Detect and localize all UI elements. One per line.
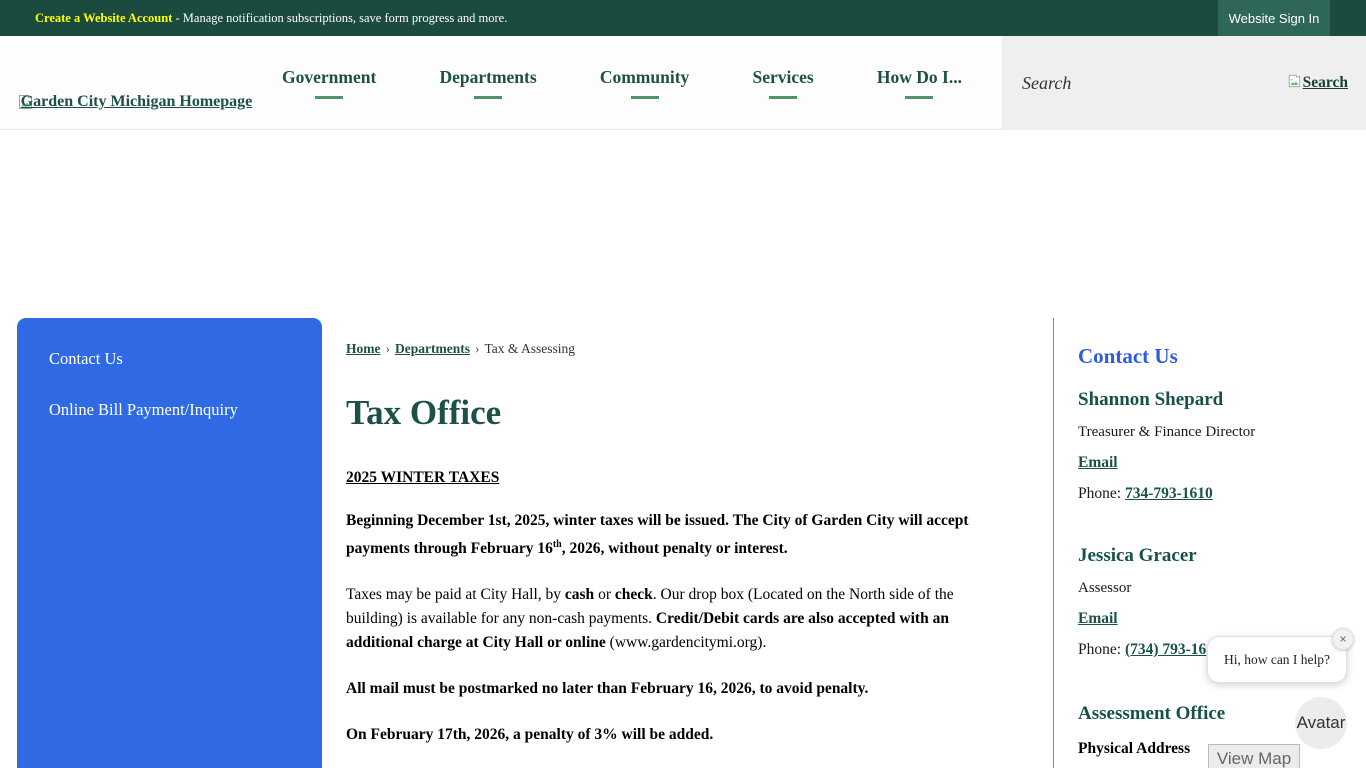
physical-address-label: Physical Address <box>1078 740 1191 757</box>
contact-name: Jessica Gracer <box>1078 545 1197 566</box>
email-link[interactable]: Email <box>1078 610 1118 627</box>
breadcrumb-current: Tax & Assessing <box>484 341 576 356</box>
nav-label: How Do I... <box>876 67 962 87</box>
phone-label: Phone: <box>1078 641 1125 658</box>
nav-underline <box>315 96 343 99</box>
breadcrumb-separator: › <box>474 341 480 356</box>
contact-panel-heading: Contact Us <box>1078 344 1178 368</box>
paragraph: Taxes may be paid at City Hall, by cash or check. Our drop box (Located on the North side of the building) is available for any non-cash payments. Credit/Debit cards are also accepted with an additional charge at City Hall or online (www.gardencitymi.org). <box>346 586 954 652</box>
breadcrumb <box>346 341 1002 357</box>
paragraph: All mail must be postmarked no later than February 16, 2026, to avoid penalty. <box>346 680 869 698</box>
sidebar-item-contact-us[interactable]: Contact Us <box>49 349 123 368</box>
site-logo-home-link[interactable]: Garden City Michigan Homepage <box>20 93 253 110</box>
nav-underline <box>905 96 933 99</box>
topbar-tagline: - Manage notification subscriptions, save form progress and more. <box>172 10 508 25</box>
breadcrumb-separator: › <box>385 341 390 356</box>
nav-item-community[interactable] <box>600 67 689 99</box>
section-heading: 2025 WINTER TAXES <box>346 469 500 486</box>
assessment-office-heading: Assessment Office <box>1078 703 1226 724</box>
paragraph: On February 17th, 2026, a penalty of 3% will be added. <box>346 726 714 744</box>
nav-item-how-do-i[interactable] <box>877 67 962 99</box>
contact-phone <box>1078 485 1353 503</box>
search-button-label: Search <box>1302 74 1348 91</box>
site-header <box>0 36 1366 130</box>
chat-avatar[interactable]: Avatar <box>1295 697 1347 749</box>
nav-underline <box>631 96 659 99</box>
sidebar-item-online-bill-payment[interactable]: Online Bill Payment/Inquiry <box>49 400 238 419</box>
search-region <box>1002 36 1366 130</box>
page-title: Tax Office <box>346 393 502 432</box>
utility-topbar <box>0 0 1366 36</box>
search-submit-button[interactable] <box>1287 74 1348 92</box>
website-signin-button[interactable]: Website Sign In <box>1218 0 1330 36</box>
topbar-text <box>35 11 507 26</box>
main-navigation <box>282 36 962 130</box>
search-input[interactable] <box>1002 53 1287 113</box>
chat-close-icon[interactable]: × <box>1332 628 1354 650</box>
nav-label: Government <box>282 67 377 87</box>
create-account-link[interactable]: Create a Website Account <box>35 10 173 25</box>
email-link[interactable]: Email <box>1078 454 1118 471</box>
phone-label: Phone: <box>1078 485 1125 502</box>
nav-underline <box>769 96 797 99</box>
contact-role: Assessor <box>1078 580 1132 596</box>
nav-label: Services <box>752 67 814 87</box>
nav-label: Departments <box>439 67 537 87</box>
view-map-button[interactable]: View Map <box>1208 744 1300 768</box>
breadcrumb-home-link[interactable]: Home <box>346 341 381 356</box>
breadcrumb-departments-link[interactable]: Departments <box>395 341 470 356</box>
nav-item-government[interactable] <box>282 67 376 99</box>
left-sidebar <box>17 318 322 768</box>
paragraph: Beginning December 1st, 2025, winter taxes will be issued. The City of Garden City will accept payments through February 16th, 2026, without penalty or interest. <box>346 512 969 558</box>
main-content <box>346 341 1002 747</box>
nav-label: Community <box>599 67 690 87</box>
nav-item-services[interactable] <box>752 67 813 99</box>
phone-link[interactable]: (734) 793-16 <box>1124 641 1207 658</box>
nav-underline <box>474 96 502 99</box>
broken-image-icon <box>1287 74 1301 92</box>
contact-role: Treasurer & Finance Director <box>1078 424 1256 440</box>
phone-link[interactable]: 734-793-1610 <box>1124 485 1213 502</box>
nav-item-departments[interactable] <box>439 67 536 99</box>
contact-name: Shannon Shepard <box>1078 389 1224 410</box>
chat-prompt-bubble[interactable]: Hi, how can I help? <box>1207 636 1347 683</box>
